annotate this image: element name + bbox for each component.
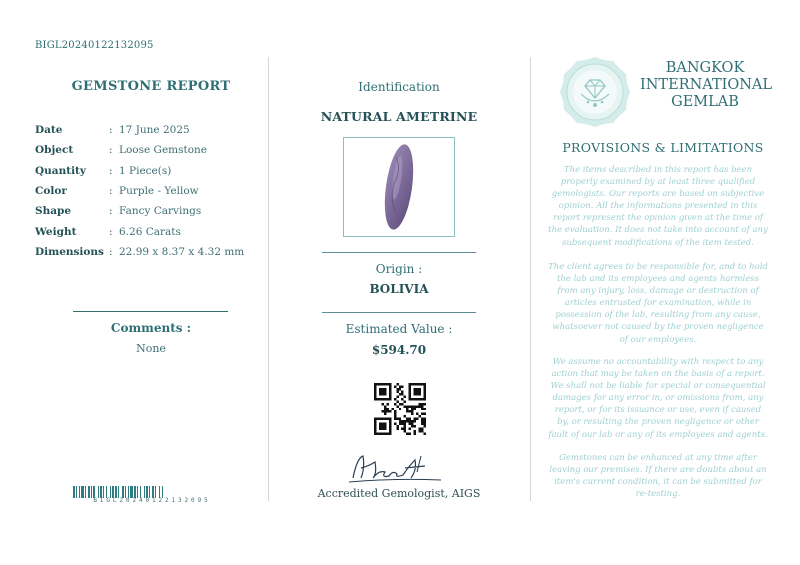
qr-module — [406, 408, 408, 410]
qr-module — [414, 425, 416, 427]
detail-colon: : — [109, 124, 113, 137]
qr-module — [406, 410, 408, 412]
detail-colon: : — [109, 144, 113, 157]
divider-right — [530, 57, 531, 501]
provisions-paragraph: Gemstones can be enhanced at any time after leaving our premises. If there are doubts about an item's current condition, it can be submitted for re-testing. — [549, 453, 767, 500]
report-title: GEMSTONE REPORT — [71, 79, 231, 94]
qr-module — [401, 423, 403, 425]
detail-value: Loose Gemstone — [119, 144, 208, 157]
qr-module — [381, 403, 383, 405]
detail-row-shape — [35, 201, 265, 221]
qr-module — [411, 423, 413, 425]
signature-icon — [345, 448, 445, 488]
qr-module — [399, 385, 401, 387]
qr-module — [404, 423, 406, 425]
qr-module — [424, 413, 426, 415]
qr-module — [394, 410, 396, 412]
detail-label: Quantity — [35, 164, 87, 177]
qr-module — [399, 408, 401, 410]
origin-label: Origin : — [375, 262, 423, 276]
qr-module — [421, 430, 423, 432]
qr-module — [409, 428, 411, 430]
qr-module — [401, 420, 403, 422]
qr-module — [424, 433, 426, 435]
qr-module — [401, 390, 403, 392]
qr-module — [396, 400, 398, 402]
gemologist-title: Accredited Gemologist, AIGS — [317, 487, 481, 500]
qr-module — [404, 395, 406, 397]
qr-module — [401, 385, 403, 387]
qr-code-icon — [374, 383, 426, 435]
qr-module — [406, 405, 408, 407]
detail-colon: : — [109, 185, 113, 198]
qr-module — [384, 408, 386, 410]
lab-name-line: BANGKOK — [665, 60, 745, 76]
qr-module — [406, 433, 408, 435]
qr-module — [411, 413, 413, 415]
qr-module — [419, 415, 421, 417]
qr-module — [386, 403, 388, 405]
comments-divider — [73, 311, 228, 312]
detail-label: Color — [35, 185, 67, 198]
gemstone-image — [344, 138, 454, 236]
lab-name-line: INTERNATIONAL — [640, 77, 773, 93]
qr-module — [406, 418, 408, 420]
provisions-paragraph: The items described in this report has been properly examined by at least three qualified gemologists. Our reports are based on subjective opinion. All the informations presented in this report represent the opinion given at the time of the evaluation. It does not take into account of any subsequent modifications of the item tested. — [548, 165, 768, 248]
qr-module — [421, 418, 423, 420]
detail-label: Object — [35, 144, 74, 157]
qr-module — [386, 410, 388, 412]
origin-value: BOLIVIA — [369, 282, 429, 296]
qr-module — [414, 418, 416, 420]
qr-module — [424, 418, 426, 420]
qr-module — [421, 408, 423, 410]
provisions-paragraph: We assume no accountability with respect to any action that may be taken on the basis of a report. We shall not be liable for special or consequential damages for any error in, or omissions from, any report, or for its issuance or use, even if caused by, or resulting the proven negligence or other fault of our lab or any of its employees and agents. — [548, 357, 768, 440]
qr-module — [394, 413, 396, 415]
qr-module — [421, 428, 423, 430]
qr-module — [379, 388, 386, 395]
qr-module — [419, 405, 421, 407]
detail-label: Dimensions — [35, 245, 104, 258]
detail-value: 17 June 2025 — [119, 124, 190, 137]
qr-module — [416, 413, 418, 415]
qr-module — [404, 400, 406, 402]
qr-module — [404, 425, 406, 427]
qr-module — [411, 420, 413, 422]
value-divider — [322, 312, 476, 313]
barcode-text: BIGL20240122132095 — [93, 497, 211, 504]
qr-module — [406, 420, 408, 422]
qr-module — [396, 418, 398, 420]
qr-module — [416, 405, 418, 407]
detail-colon: : — [109, 225, 113, 238]
qr-module — [394, 403, 396, 405]
qr-module — [416, 418, 418, 420]
qr-module — [381, 410, 383, 412]
qr-module — [384, 413, 386, 415]
qr-module — [396, 428, 398, 430]
qr-module — [401, 393, 403, 395]
qr-module — [379, 423, 386, 430]
detail-value: Purple - Yellow — [119, 185, 199, 198]
detail-colon: : — [109, 245, 113, 258]
estimated-value: $594.70 — [371, 343, 427, 357]
detail-value: 1 Piece(s) — [119, 164, 172, 177]
qr-module — [421, 405, 423, 407]
qr-module — [419, 430, 421, 432]
qr-module — [384, 410, 386, 412]
qr-module — [396, 390, 398, 392]
qr-module — [421, 403, 423, 405]
qr-module — [386, 408, 388, 410]
qr-module — [424, 408, 426, 410]
detail-value: Fancy Carvings — [119, 205, 202, 218]
qr-module — [419, 428, 421, 430]
qr-module — [404, 430, 406, 432]
detail-row-object — [35, 140, 265, 160]
gemstone-photo-frame — [343, 137, 455, 237]
qr-module — [394, 385, 396, 387]
details-list — [35, 120, 265, 262]
origin-divider — [322, 252, 476, 253]
qr-module — [404, 415, 406, 417]
report-id: BIGL20240122132095 — [35, 40, 154, 51]
qr-module — [401, 403, 403, 405]
qr-module — [411, 425, 413, 427]
qr-module — [424, 425, 426, 427]
qr-module — [411, 410, 413, 412]
qr-module — [399, 423, 401, 425]
qr-module — [401, 398, 403, 400]
qr-module — [399, 420, 401, 422]
identification-label: Identification — [358, 80, 440, 94]
provisions-title: PROVISIONS & LIMITATIONS — [562, 140, 764, 155]
qr-module — [396, 405, 398, 407]
gem-crest-logo-icon — [559, 56, 631, 128]
qr-module — [421, 413, 423, 415]
detail-row-weight — [35, 221, 265, 241]
qr-module — [409, 423, 411, 425]
detail-row-dimensions — [35, 242, 265, 262]
estimated-value-label: Estimated Value : — [345, 322, 453, 336]
qr-module — [414, 405, 416, 407]
qr-module — [414, 408, 416, 410]
detail-value: 22.99 x 8.37 x 4.32 mm — [119, 245, 245, 258]
detail-label: Weight — [35, 225, 77, 238]
qr-module — [394, 423, 396, 425]
qr-module — [411, 405, 413, 407]
qr-module — [424, 420, 426, 422]
qr-module — [389, 410, 391, 412]
lab-name — [640, 60, 773, 111]
qr-module — [421, 420, 423, 422]
comments-value: None — [136, 342, 166, 355]
qr-module — [424, 403, 426, 405]
qr-module — [404, 405, 406, 407]
detail-label: Shape — [35, 205, 72, 218]
detail-row-color — [35, 181, 265, 201]
qr-module — [404, 420, 406, 422]
qr-module — [394, 398, 396, 400]
qr-module — [399, 388, 401, 390]
qr-module — [396, 425, 398, 427]
qr-module — [409, 410, 411, 412]
qr-module — [384, 405, 386, 407]
qr-module — [396, 388, 398, 390]
qr-module — [399, 393, 401, 395]
qr-module — [396, 383, 398, 385]
stone-name: NATURAL AMETRINE — [320, 109, 478, 124]
qr-module — [396, 395, 398, 397]
provisions-paragraph: The client agrees to be responsible for, and to hold the lab and its employees and agents harmless from any injury, loss, damage or destruction of articles entrusted for examination, while in possession of the lab, resulting from any cause, whatsoever not caused by the proven negligence of our employees. — [548, 262, 768, 345]
detail-value: 6.26 Carats — [119, 225, 181, 238]
qr-module — [409, 405, 411, 407]
qr-module — [394, 418, 396, 420]
lab-name-line: GEMLAB — [671, 94, 739, 110]
qr-module — [409, 418, 411, 420]
qr-module — [414, 388, 421, 395]
qr-module — [399, 418, 401, 420]
qr-module — [391, 408, 393, 410]
qr-module — [394, 415, 396, 417]
qr-module — [401, 428, 403, 430]
comments-label: Comments : — [110, 321, 192, 335]
qr-module — [409, 420, 411, 422]
qr-module — [414, 430, 416, 432]
detail-colon: : — [109, 164, 113, 177]
qr-module — [419, 403, 421, 405]
qr-module — [424, 423, 426, 425]
detail-row-date — [35, 120, 265, 140]
qr-module — [404, 428, 406, 430]
qr-module — [421, 423, 423, 425]
detail-row-quantity — [35, 161, 265, 181]
qr-module — [414, 420, 416, 422]
qr-module — [411, 408, 413, 410]
qr-module — [409, 433, 411, 435]
detail-label: Date — [35, 124, 63, 137]
qr-module — [399, 403, 401, 405]
detail-colon: : — [109, 205, 113, 218]
qr-module — [414, 433, 416, 435]
